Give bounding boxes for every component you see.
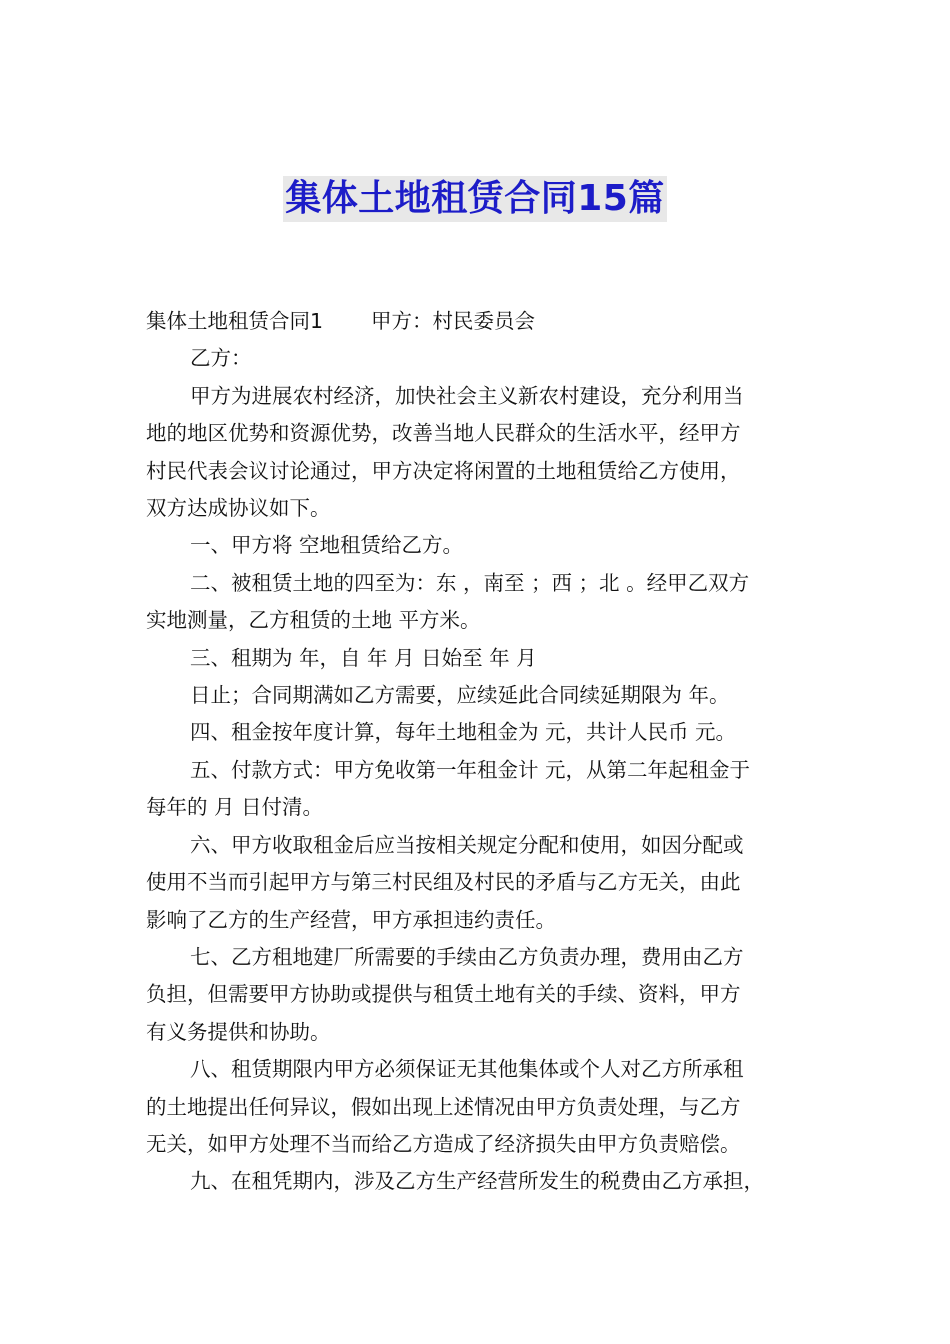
contract-text-lines xyxy=(146,378,806,1201)
contract-text-line: 村民代表会议讨论通过，甲方决定将闲置的土地租赁给乙方使用， xyxy=(146,458,741,483)
contract-text-line: 四、租金按年度计算，每年土地租金为 元，共计人民币 元。 xyxy=(190,720,737,745)
contract-text-line: 七、乙方租地建厂所需要的手续由乙方负责办理，费用由乙方 xyxy=(190,944,744,969)
contract-text-line: 实地测量，乙方租赁的土地 平方米。 xyxy=(146,608,481,633)
contract-text-line: 负担，但需要甲方协助或提供与租赁土地有关的手续、资料，甲方 xyxy=(146,982,741,1007)
contract-text-line: 八、租赁期限内甲方必须保证无其他集体或个人对乙方所承租 xyxy=(190,1057,744,1082)
contract-text-line: 三、租期为 年，自 年 月 日始至 年 月 xyxy=(190,645,537,670)
party-b-label: 乙方： xyxy=(190,346,252,371)
document-body xyxy=(146,303,806,1201)
contract-text-line: 双方达成协议如下。 xyxy=(146,496,331,521)
contract-text-line: 五、付款方式：甲方免收第一年租金计 元，从第二年起租金于 xyxy=(190,757,751,782)
contract-text-line: 的土地提出任何异议，假如出现上述情况由甲方负责处理，与乙方 xyxy=(146,1094,741,1119)
contract-text-line: 六、甲方收取租金后应当按相关规定分配和使用，如因分配或 xyxy=(190,832,744,857)
contract-text-line: 使用不当而引起甲方与第三村民组及村民的矛盾与乙方无关，由此 xyxy=(146,870,741,895)
contract-name: 集体土地租赁合同1 xyxy=(146,309,324,333)
contract-text-line: 每年的 月 日付清。 xyxy=(146,795,324,820)
contract-text-line: 日止；合同期满如乙方需要，应续延此合同续延期限为 年。 xyxy=(190,683,730,708)
contract-text-line: 有义务提供和协助。 xyxy=(146,1019,331,1044)
document-title: 集体土地租赁合同15篇 xyxy=(283,176,667,222)
party-a-label: 甲方：村民委员会 xyxy=(371,309,536,333)
heading-line xyxy=(146,303,806,340)
contract-text-line: 一、甲方将 空地租赁给乙方。 xyxy=(190,533,464,558)
contract-text-line: 二、被租赁土地的四至为：东 ，南至 ；西 ；北 。经甲乙双方 xyxy=(190,570,750,595)
contract-text-line: 地的地区优势和资源优势，改善当地人民群众的生活水平，经甲方 xyxy=(146,421,741,446)
contract-text-line: 九、在租凭期内，涉及乙方生产经营所发生的税费由乙方承担， xyxy=(190,1169,764,1194)
contract-text-line: 甲方为进展农村经济，加快社会主义新农村建设，充分利用当 xyxy=(190,383,744,408)
title-container xyxy=(0,176,950,222)
contract-text-line: 无关，如甲方处理不当而给乙方造成了经济损失由甲方负责赔偿。 xyxy=(146,1131,741,1156)
contract-text-line: 影响了乙方的生产经营，甲方承担违约责任。 xyxy=(146,907,556,932)
